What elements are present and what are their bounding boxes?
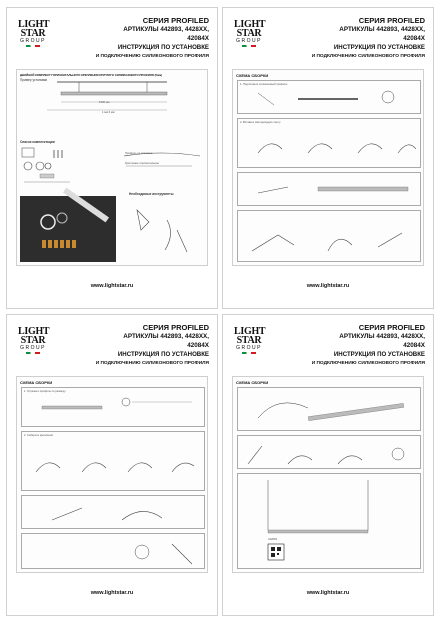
- profile-curve-drawing: [122, 150, 202, 166]
- page-header: СЕРИЯ PROFILED АРТИКУЛЫ 442893, 4428XX, 42084X ИНСТРУКЦИЯ ПО УСТАНОВКЕ И ПОДКЛЮЧЕНИЮ СИЛИКОНОВОГО ПРОФИЛЯ: [311, 323, 425, 366]
- step-box-1: 1. Отрежьте профиль по размеру: [21, 387, 205, 427]
- page-2-content: [232, 69, 424, 266]
- step-box-3: [21, 495, 205, 529]
- step-box-4: [21, 533, 205, 569]
- kit-list-title: Список комплектации: [20, 140, 55, 144]
- kit-parts-drawing: [20, 146, 120, 186]
- dimension-small: 1 мм 6 мм: [102, 111, 115, 114]
- lightstar-logo: LIGHT STAR GROUP: [18, 327, 48, 354]
- install-diagram: [17, 80, 209, 140]
- step-box-3: [237, 172, 421, 206]
- assembly-title: СХЕМА СБОРКИ: [236, 380, 269, 385]
- page-3-content: [16, 376, 208, 573]
- tools-title: Необходимые инструменты: [129, 192, 174, 196]
- assembly-title: СХЕМА СБОРКИ: [236, 73, 269, 78]
- note-mount: Крепление горизонтальное: [125, 162, 160, 165]
- tools-drawing: [127, 200, 207, 260]
- page-1-title: ДВОЙНОЙ КОМПЛЕКТ ГОРИЗОНТАЛЬНОГО КРЕПЛЕНИЯ КРУГЛОГО СИЛИКОНОВОГО ПРОФИЛЯ (5мм): [20, 73, 163, 77]
- instruction-page-3: [6, 314, 218, 616]
- step-box-1: [237, 387, 421, 431]
- note-profile: Профиль из силикона: [125, 152, 153, 155]
- lightstar-logo: LIGHT STAR GROUP: [18, 20, 48, 47]
- dimension-1500: 1500 мм: [99, 101, 110, 104]
- page-1-content: [16, 69, 208, 266]
- assembly-title: СХЕМА СБОРКИ: [20, 380, 53, 385]
- step-box-3: [237, 473, 421, 569]
- lightstar-logo: LIGHT STAR GROUP: [234, 327, 264, 354]
- lightstar-logo: LIGHT STAR GROUP: [234, 20, 264, 47]
- footer-url[interactable]: www.lightstar.ru: [90, 590, 134, 596]
- page-header: СЕРИЯ PROFILED АРТИКУЛЫ 442893, 4428XX, 42084X ИНСТРУКЦИЯ ПО УСТАНОВКЕ И ПОДКЛЮЧЕНИЮ СИЛИКОНОВОГО ПРОФИЛЯ: [95, 323, 209, 366]
- footer-url[interactable]: www.lightstar.ru: [90, 283, 134, 289]
- footer-url[interactable]: www.lightstar.ru: [306, 283, 350, 289]
- page-header: СЕРИЯ PROFILED АРТИКУЛЫ 442893, 4428XX, 42084X ИНСТРУКЦИЯ ПО УСТАНОВКЕ И ПОДКЛЮЧЕНИЮ СИЛИКОНОВОГО ПРОФИЛЯ: [311, 16, 425, 59]
- install-example-label: Пример установки: [20, 78, 48, 82]
- step-box-1: 1. Подготовьте силиконовый профиль: [237, 80, 421, 114]
- kit-photo: [20, 196, 116, 262]
- step-box-2: 2. Соберите крепления: [21, 431, 205, 491]
- footer-url[interactable]: www.lightstar.ru: [306, 590, 350, 596]
- step-box-2: 2. Вставьте светодиодную ленту: [237, 118, 421, 168]
- step-box-4: [237, 210, 421, 262]
- instruction-page-1: [6, 7, 218, 309]
- page-header: СЕРИЯ PROFILED АРТИКУЛЫ 442893, 4428XX, 42084X ИНСТРУКЦИЯ ПО УСТАНОВКЕ И ПОДКЛЮЧЕНИЮ СИЛИКОНОВОГО ПРОФИЛЯ: [95, 16, 209, 59]
- step-box-2: [237, 435, 421, 469]
- instruction-page-2: [222, 7, 434, 309]
- qr-label: 442893: [268, 538, 277, 541]
- instruction-page-4: [222, 314, 434, 616]
- page-4-content: [232, 376, 424, 573]
